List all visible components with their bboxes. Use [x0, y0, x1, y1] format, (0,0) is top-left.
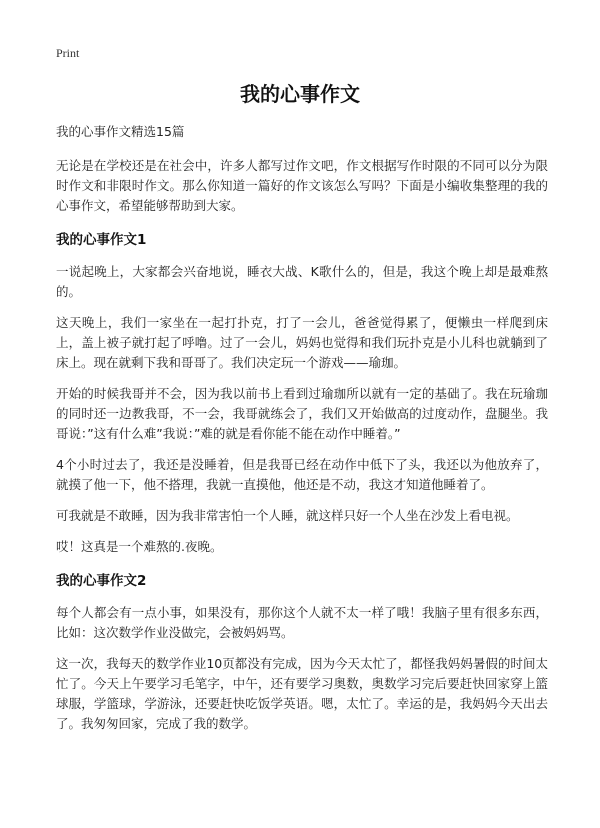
page-title: 我的心事作文 [240, 82, 360, 106]
section-heading: 我的心事作文1 [56, 232, 147, 248]
section-paragraph: 开始的时候我哥并不会，因为我以前书上看到过瑜珈所以就有一定的基础了。我在玩瑜珈的同时还一边教我哥，不一会，我哥就练会了，我们又开始做高的过度动作，盘腿坐。我哥说：”这有什么难”我说：”难的就是看你能不能在动作中睡着。” [56, 386, 548, 441]
section-paragraph: 这一次，我每天的数学作业10页都没有完成，因为今天太忙了，都怪我妈妈暑假的时间太忙了。今天上午要学习毛笔字，中午，还有要学习奥数，奥数学习完后要赶快回家穿上篮球服，学篮球，学游泳，还要赶快吃饭学英语。嗯，太忙了。幸运的是，我妈妈今天出去了。我匆匆回家，完成了我的数学。 [56, 656, 548, 731]
section-paragraph: 哎！这真是一个难熬的.夜晚。 [56, 539, 223, 554]
section-paragraph: 每个人都会有一点小事，如果没有，那你这个人就不太一样了哦！我脑子里有很多东西，比如：这次数学作业没做完，会被妈妈骂。 [56, 605, 548, 640]
section-paragraph: 一说起晚上，大家都会兴奋地说，睡衣大战、K歌什么的，但是，我这个晚上却是最难熬的。 [56, 264, 548, 299]
article-subtitle: 我的心事作文精选15篇 [56, 124, 185, 139]
section-paragraph: 可我就是不敢睡，因为我非常害怕一个人睡，就这样只好一个人坐在沙发上看电视。 [56, 508, 519, 523]
intro-paragraph: 无论是在学校还是在社会中，许多人都写过作文吧，作文根据写作时限的不同可以分为限时作文和非限时作文。那么你知道一篇好的作文该怎么写吗？下面是小编收集整理的我的心事作文，希望能够帮助到大家。 [56, 158, 548, 213]
section-paragraph: 这天晚上，我们一家坐在一起打扑克，打了一会儿，爸爸觉得累了，便懒虫一样爬到床上，盖上被子就打起了呼噜。过了一会儿，妈妈也觉得和我们玩扑克是小儿科也就躺到了床上。现在就剩下我和哥哥了。我们决定玩一个游戏——瑜珈。 [56, 315, 548, 370]
section-2 [56, 571, 548, 734]
section-heading: 我的心事作文2 [56, 573, 147, 589]
article-body [56, 122, 548, 745]
section-1 [56, 230, 548, 557]
section-paragraph: 4个小时过去了，我还是没睡着，但是我哥已经在动作中低下了头，我还以为他放弃了，就摸了他一下，他不搭理，我就一直摸他，他还是不动，我这才知道他睡着了。 [56, 457, 548, 492]
print-link[interactable]: Print [56, 46, 80, 60]
